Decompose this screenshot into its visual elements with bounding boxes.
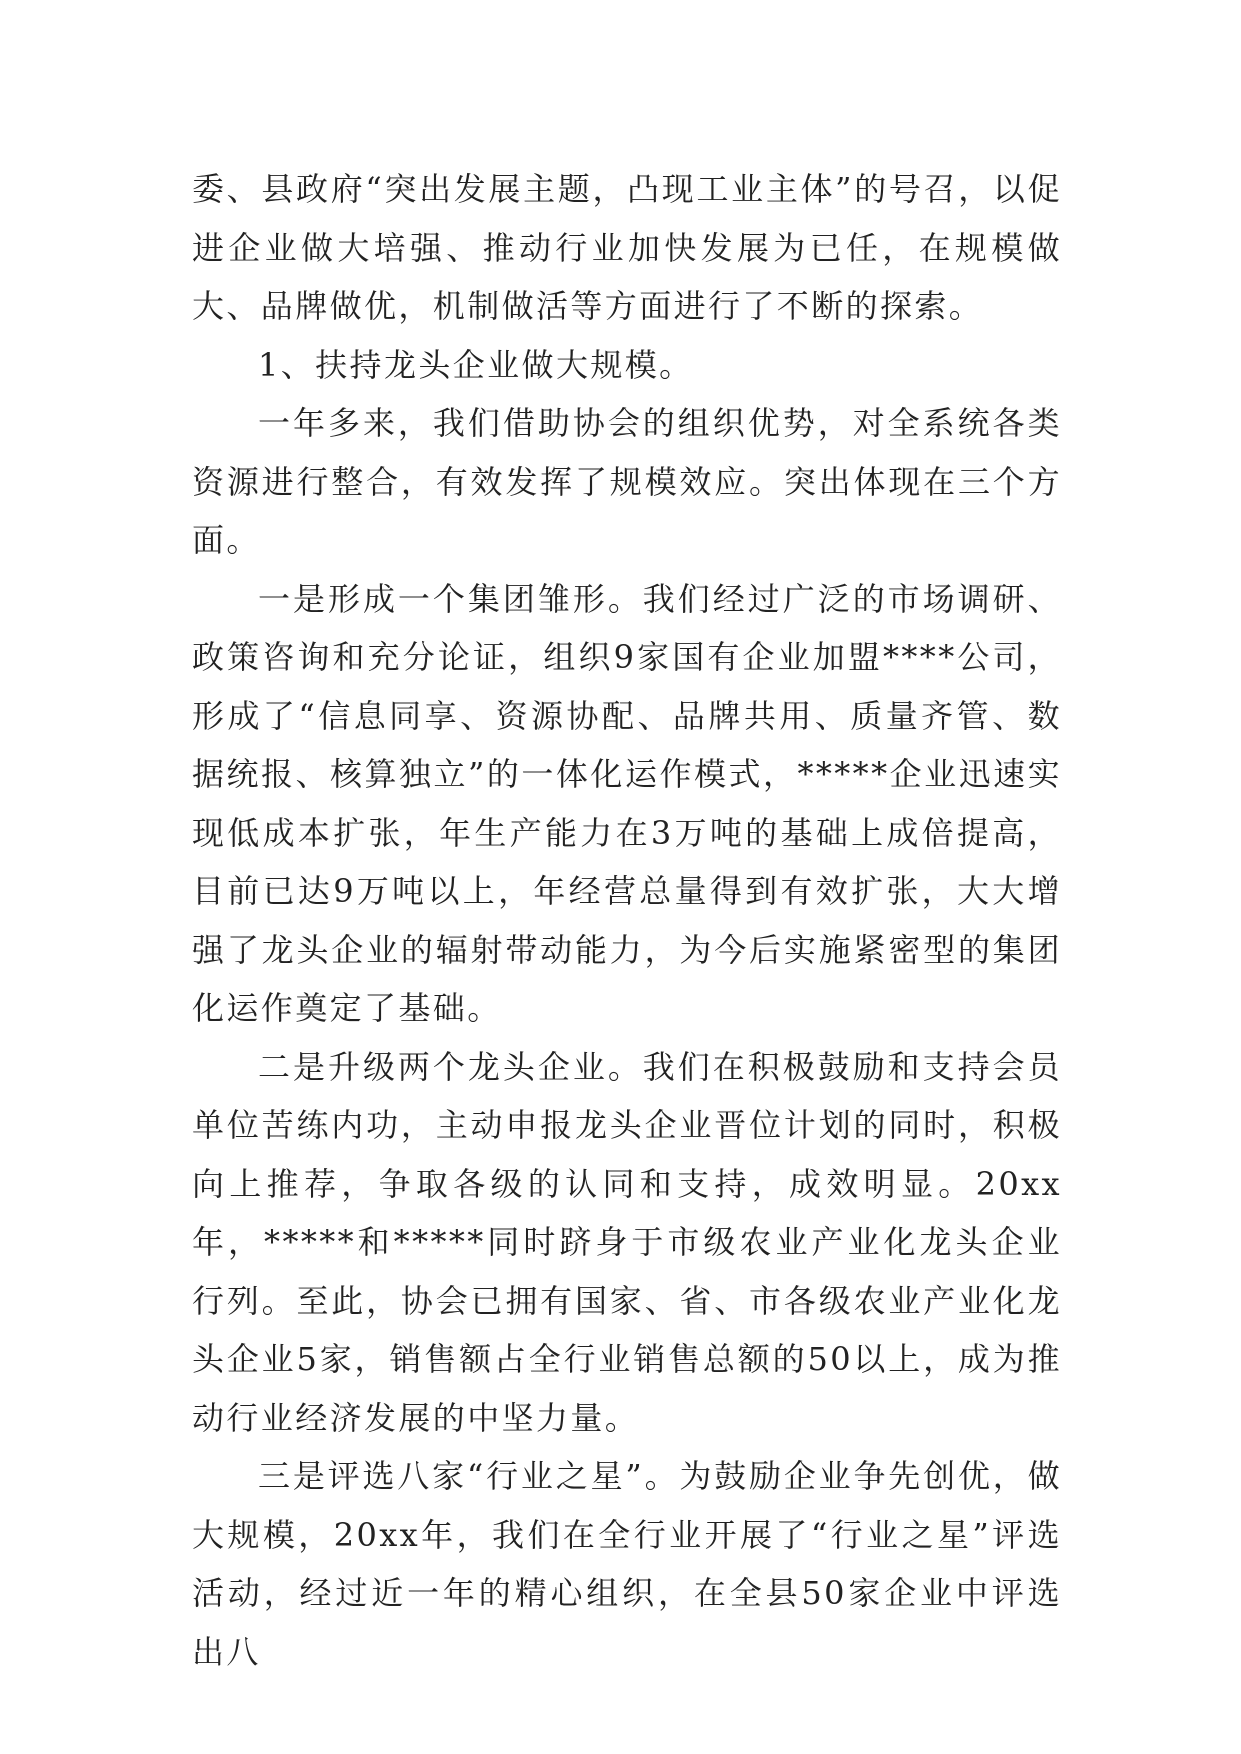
paragraph-4: 一是形成一个集团雏形。我们经过广泛的市场调研、政策咨询和充分论证，组织9家国有企业加盟****公司，形成了“信息同享、资源协配、品牌共用、质量齐管、数据统报、核算独立”的一体化运作模式，*****企业迅速实现低成本扩张，年生产能力在3万吨的基础上成倍提高，目前已达9万吨以上，年经营总量得到有效扩张，大大增强了龙头企业的辐射带动能力，为今后实施紧密型的集团化运作奠定了基础。 <box>192 579 1062 1027</box>
paragraph-2-heading: 1、扶持龙头企业做大规模。 <box>258 345 694 384</box>
paragraph-3: 一年多来，我们借助协会的组织优势，对全系统各类资源进行整合，有效发挥了规模效应。突出体现在三个方面。 <box>192 404 1062 559</box>
paragraph-1: 委、县政府“突出发展主题，凸现工业主体”的号召，以促进企业做大培强、推动行业加快发展为已任，在规模做大、品牌做优，机制做活等方面进行了不断的探索。 <box>192 170 1062 325</box>
paragraph-5: 二是升级两个龙头企业。我们在积极鼓励和支持会员单位苦练内功，主动申报龙头企业晋位计划的同时，积极向上推荐，争取各级的认同和支持，成效明显。20xx年，*****和*****同时跻身于市级农业产业化龙头企业行列。至此，协会已拥有国家、省、市各级农业产业化龙头企业5家，销售额占全行业销售总额的50以上，成为推动行业经济发展的中坚力量。 <box>192 1047 1062 1437</box>
paragraph-6: 三是评选八家“行业之星”。为鼓励企业争先创优，做大规模，20xx年，我们在全行业开展了“行业之星”评选活动，经过近一年的精心组织，在全县50家企业中评选出八 <box>192 1457 1062 1671</box>
document-body <box>192 160 1062 1681</box>
